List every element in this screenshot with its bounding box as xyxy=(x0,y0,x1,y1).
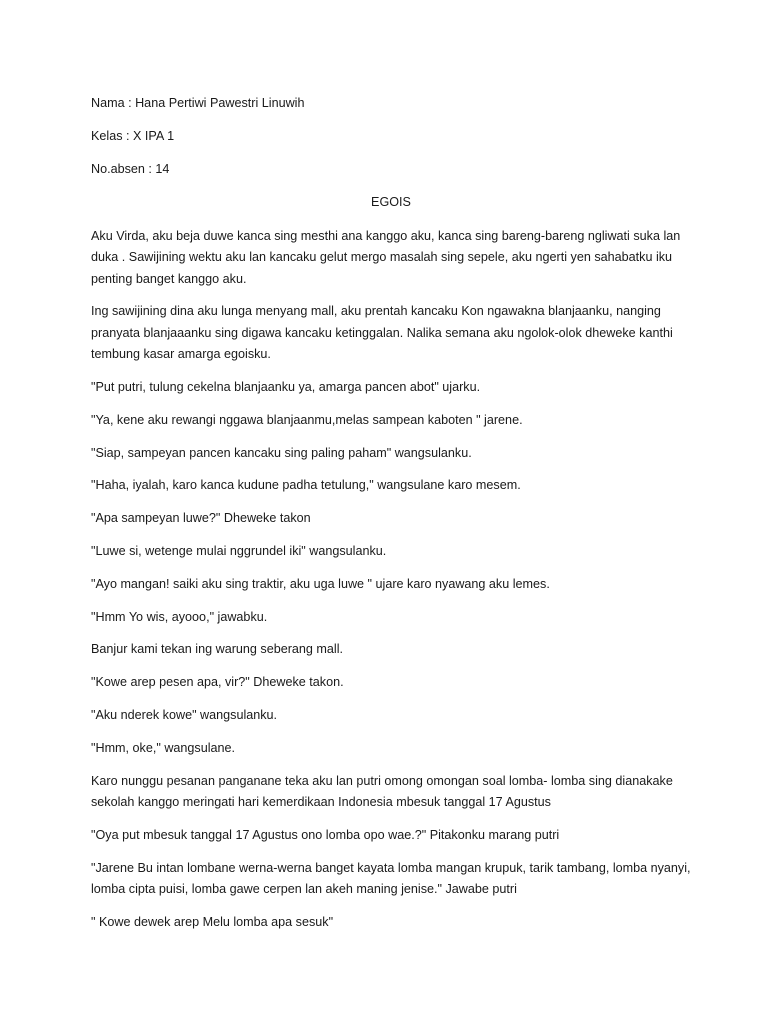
document-body xyxy=(91,93,691,945)
paragraph: " Kowe dewek arep Melu lomba apa sesuk" xyxy=(91,915,334,930)
paragraph: "Ayo mangan! saiki aku sing traktir, aku uga luwe " ujare karo nyawang aku lemes. xyxy=(91,576,550,591)
paragraph: "Oya put mbesuk tanggal 17 Agustus ono lomba opo wae.?" Pitakonku marang putri xyxy=(91,827,560,842)
story-title: EGOIS xyxy=(371,195,411,209)
paragraph: "Haha, iyalah, karo kanca kudune padha tetulung," wangsulane karo mesem. xyxy=(91,478,521,493)
student-number: No.absen : 14 xyxy=(91,162,170,176)
paragraph: "Apa sampeyan luwe?" Dheweke takon xyxy=(91,511,311,526)
paragraph: "Luwe si, wetenge mulai nggrundel iki" wangsulanku. xyxy=(91,544,387,559)
paragraph: "Jarene Bu intan lombane werna-werna banget kayata lomba mangan krupuk, tarik tambang, lomba nyanyi, lomba cipta puisi, lomba gawe cerpen lan akeh maning jenise." Jawabe putri xyxy=(91,860,691,897)
paragraph: "Siap, sampeyan pancen kancaku sing paling paham" wangsulanku. xyxy=(91,445,472,460)
paragraph: "Hmm, oke," wangsulane. xyxy=(91,740,236,755)
paragraph: Karo nunggu pesanan panganane teka aku lan putri omong omongan soal lomba- lomba sing dianakake sekolah kanggo meringati hari kemerdikaan Indonesia mbesuk tanggal 17 Agustus xyxy=(91,773,673,810)
paragraph: "Kowe arep pesen apa, vir?" Dheweke takon. xyxy=(91,675,344,690)
paragraph: "Aku nderek kowe" wangsulanku. xyxy=(91,708,278,723)
paragraph: "Ya, kene aku rewangi nggawa blanjaanmu,melas sampean kaboten " jarene. xyxy=(91,412,523,427)
paragraph: "Hmm Yo wis, ayooo," jawabku. xyxy=(91,609,268,624)
student-name: Nama : Hana Pertiwi Pawestri Linuwih xyxy=(91,96,305,110)
paragraph: "Put putri, tulung cekelna blanjaanku ya, amarga pancen abot" ujarku. xyxy=(91,380,481,395)
paragraph: Ing sawijining dina aku lunga menyang mall, aku prentah kancaku Kon ngawakna blanjaanku, nanging pranyata blanjaaanku sing digawa kancaku ketinggalan. Nalika semana aku ngolok-olok dheweke kanthi tembung kasar amarga egoisku. xyxy=(91,304,673,362)
paragraph: Aku Virda, aku beja duwe kanca sing mesthi ana kanggo aku, kanca sing bareng-bareng ngliwati suka lan duka . Sawijining wektu aku lan kancaku gelut mergo masalah sing sepele, aku ngerti yen sahabatku iku penting banget kanggo aku. xyxy=(91,228,681,286)
student-class: Kelas : X IPA 1 xyxy=(91,129,175,143)
paragraph: Banjur kami tekan ing warung seberang mall. xyxy=(91,642,344,657)
